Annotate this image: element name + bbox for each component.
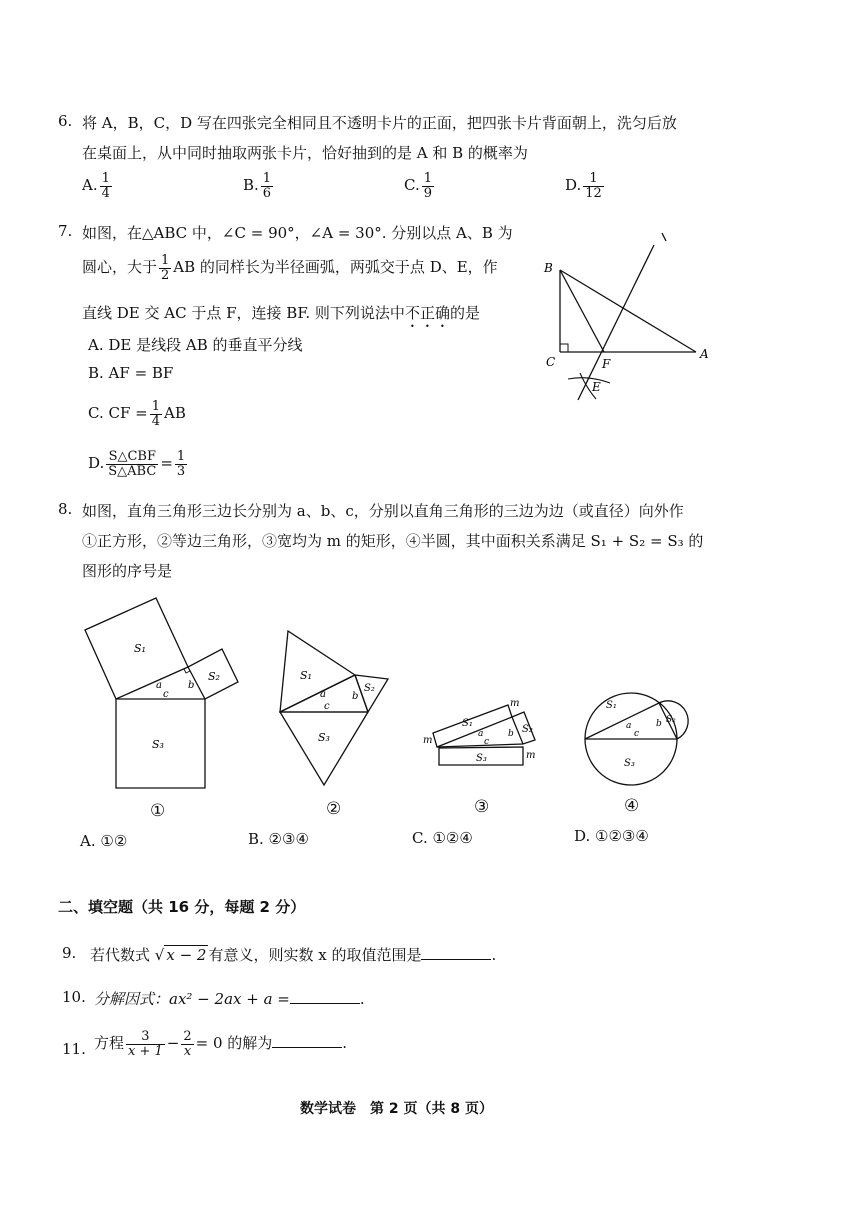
q8-fig3-label-s2: S₂ (522, 724, 533, 735)
q8-number: 8. (58, 500, 73, 518)
q7-option-c-fraction (150, 400, 162, 428)
q8-figure-1-squares (78, 592, 258, 800)
q9-text-b: 有意义，则实数 x 的取值范围是 (208, 946, 422, 964)
q8-text-line2: ①正方形，②等边三角形，③宽均为 m 的矩形，④半圆，其中面积关系满足 S₁ + S₂ = S₃ 的 (82, 532, 704, 550)
q9-end: . (491, 946, 497, 964)
q7-fig-side-ab (560, 270, 696, 352)
q7-option-b: B. AF = BF (88, 364, 174, 382)
q7-option-d-num: S△CBF (106, 450, 158, 465)
q8-fig2-label-b: b (352, 691, 359, 702)
q11-fraction-1 (126, 1030, 165, 1058)
q7-fig-label-c: C (546, 355, 556, 369)
q7-text-line1: 如图，在△ABC 中，∠C = 90°，∠A = 30°. 分别以点 A、B 为 (82, 224, 513, 242)
q9-radicand: x − 2 (166, 946, 207, 964)
q8-fig1-label-s3: S₃ (152, 738, 164, 751)
q8-option-c: C. ①②④ (412, 829, 473, 847)
q8-fig4-label-c: c (634, 729, 640, 739)
q6-option-d (565, 172, 606, 200)
q8-fig2-label-a: a (320, 689, 326, 700)
q11-text-b: = 0 的解为 (195, 1034, 273, 1053)
q8-fig2-label-s2: S₂ (364, 683, 375, 694)
q9-text: 若代数式 √ x − 2 有意义，则实数 x 的取值范围是 . (90, 946, 497, 964)
q8-figure-4-semicircles (576, 676, 706, 794)
q10-text-main: 分解因式：ax² − 2ax + a = (94, 990, 290, 1008)
q8-fig4-label-s3: S₃ (624, 758, 635, 769)
q11-number: 11. (62, 1040, 86, 1058)
q10-number: 10. (62, 988, 86, 1006)
q6-option-b-fraction (261, 172, 273, 200)
q8-fig3-label-s1: S₁ (462, 718, 473, 729)
q8-text-line3: 图形的序号是 (82, 562, 173, 580)
q6-option-a-fraction (100, 172, 112, 200)
q7-number: 7. (58, 222, 73, 240)
q6-option-d-fraction (583, 172, 604, 200)
q6-option-b-num: 1 (262, 171, 272, 186)
q8-figure-3-rectangles (420, 690, 545, 770)
q7-line3-a: 直线 DE 交 AC 于点 F，连接 BF. 则下列说法中 (82, 304, 405, 322)
q7-fig-arc-e1 (568, 378, 610, 383)
q8-fig1-label-s1: S₁ (134, 642, 146, 655)
q8-option-d: D. ①②③④ (574, 827, 649, 845)
q7-fig-label-e: E (592, 380, 601, 394)
q8-fig1-label-b: b (188, 680, 195, 691)
q7-fig-label-b: B (544, 261, 553, 275)
q6-option-d-num: 1 (583, 172, 604, 187)
q11-fraction-2 (181, 1030, 193, 1058)
q11-text (94, 1030, 347, 1058)
q7-line2-a: 圆心，大于 (82, 258, 158, 277)
q7-text-line3 (82, 302, 480, 331)
q8-option-a: A. ①② (80, 832, 128, 850)
q7-line2-b: AB 的同样长为半径画弧，两弧交于点 D、E，作 (173, 258, 498, 277)
q8-fig1-label-a: a (156, 680, 162, 691)
q6-option-c-label: C. (404, 176, 420, 195)
q7-option-a: A. DE 是线段 AB 的垂直平分线 (88, 336, 303, 354)
q7-option-c-den: 4 (151, 413, 160, 429)
q6-number: 6. (58, 112, 73, 130)
q6-option-d-den: 12 (585, 185, 602, 201)
q11-f1-num: 3 (126, 1030, 165, 1045)
q7-option-d-fraction (106, 450, 158, 478)
q7-option-d-den: S△ABC (108, 463, 157, 479)
q9-number: 9. (62, 944, 77, 962)
q10-text (94, 988, 365, 1009)
q6-option-c-den: 9 (423, 185, 432, 201)
q8-fig4-label-a: a (626, 721, 632, 731)
q8-fig4-label-b: b (656, 719, 662, 729)
q6-option-a-num: 1 (101, 171, 110, 186)
q11-minus: − (166, 1034, 180, 1053)
q7-option-c-a: C. CF = (88, 404, 148, 423)
q7-option-c-b: AB (163, 404, 186, 423)
q8-figure-2-triangles (270, 625, 400, 790)
q8-fig2-label-c: c (324, 701, 330, 712)
q8-fig4-label-s2: S₂ (666, 715, 676, 725)
q6-text-line2: 在桌面上，从中同时抽取两张卡片，恰好抽到的是 A 和 B 的概率为 (82, 144, 528, 162)
q8-fig3-label-s3: S₃ (476, 753, 487, 764)
q6-option-b-den: 6 (262, 185, 272, 201)
q7-fig-label-f: F (602, 357, 611, 371)
q9-text-a: 若代数式 (90, 946, 151, 964)
q8-caption-3: ③ (474, 797, 490, 817)
q7-option-d-rden: 3 (176, 463, 186, 479)
q6-option-c-num: 1 (423, 171, 432, 186)
q6-text-line1: 将 A，B，C，D 写在四张完全相同且不透明卡片的正面，把四张卡片背面朝上，洗匀后放 (82, 114, 677, 132)
q7-triangle-figure (530, 225, 730, 405)
q6-option-a-den: 4 (101, 185, 110, 201)
q8-fig3-label-m-bottom: m (526, 750, 536, 761)
q8-fig3-label-b: b (508, 729, 514, 739)
q6-option-c (404, 172, 436, 200)
q8-fig1-label-c: c (163, 689, 169, 700)
q7-option-d-eq: = (160, 454, 173, 473)
q6-option-b (243, 172, 275, 200)
page-footer: 数学试卷 第 2 页（共 8 页） (300, 1101, 493, 1117)
q7-text-line2 (82, 254, 498, 282)
q6-option-a (82, 172, 114, 200)
q8-fig2-label-s1: S₁ (300, 669, 312, 682)
q11-end: . (342, 1034, 348, 1053)
q7-fig-line-de (578, 245, 654, 400)
q8-fig1-label-s2: S₂ (208, 670, 220, 683)
q8-caption-2: ② (326, 799, 342, 819)
q8-fig3-label-c: c (484, 737, 490, 747)
q6-option-b-label: B. (243, 176, 259, 195)
q11-f1-den: x + 1 (128, 1043, 163, 1059)
q7-fig-label-a: A (700, 347, 709, 361)
q7-fig-segment-bf (560, 270, 604, 352)
q7-option-c (88, 400, 186, 428)
q6-option-c-fraction (422, 172, 434, 200)
q11-f2-num: 2 (183, 1029, 192, 1044)
q8-option-b: B. ②③④ (248, 830, 309, 848)
q7-fig-arc-d (662, 233, 666, 241)
q8-fig3-label-m-left: m (423, 735, 433, 746)
q8-fig2-label-s3: S₃ (318, 731, 330, 744)
q6-option-a-label: A. (82, 176, 98, 195)
q7-line3-emphasis: 不正确 (404, 304, 450, 322)
q7-option-d-rfraction (175, 450, 187, 478)
q7-line2-fraction (159, 254, 171, 282)
q10-answer-blank[interactable] (290, 989, 360, 1004)
q8-fig3-label-m-top: m (510, 698, 520, 709)
q7-option-d-rnum: 1 (176, 449, 186, 464)
q7-line3-b: 的是 (449, 304, 480, 322)
q6-option-d-label: D. (565, 176, 582, 195)
q11-f2-den: x (183, 1043, 192, 1059)
q11-answer-blank[interactable] (272, 1033, 342, 1048)
q9-answer-blank[interactable] (421, 945, 491, 960)
q10-end: . (359, 990, 365, 1008)
q8-fig2-triangle-s3 (280, 712, 368, 785)
q8-fig2-triangle-s1 (280, 631, 355, 712)
q7-line2-frac-num: 1 (161, 253, 170, 268)
q7-fig-right-angle (560, 344, 568, 352)
q8-fig3-label-a: a (478, 729, 484, 739)
q8-caption-1: ① (150, 801, 166, 821)
q7-option-d-label: D. (88, 454, 105, 473)
q7-option-c-num: 1 (151, 399, 160, 414)
section-2-title: 二、填空题（共 16 分，每题 2 分） (58, 898, 306, 916)
q11-text-a: 方程 (94, 1034, 125, 1053)
q8-text-line1: 如图，直角三角形三边长分别为 a、b、c，分别以直角三角形的三边为边（或直径）向外作 (82, 502, 684, 520)
q8-caption-4: ④ (624, 796, 640, 816)
q7-line2-frac-den: 2 (161, 267, 170, 283)
q8-fig4-label-s1: S₁ (606, 700, 617, 711)
q7-option-d (88, 450, 189, 478)
